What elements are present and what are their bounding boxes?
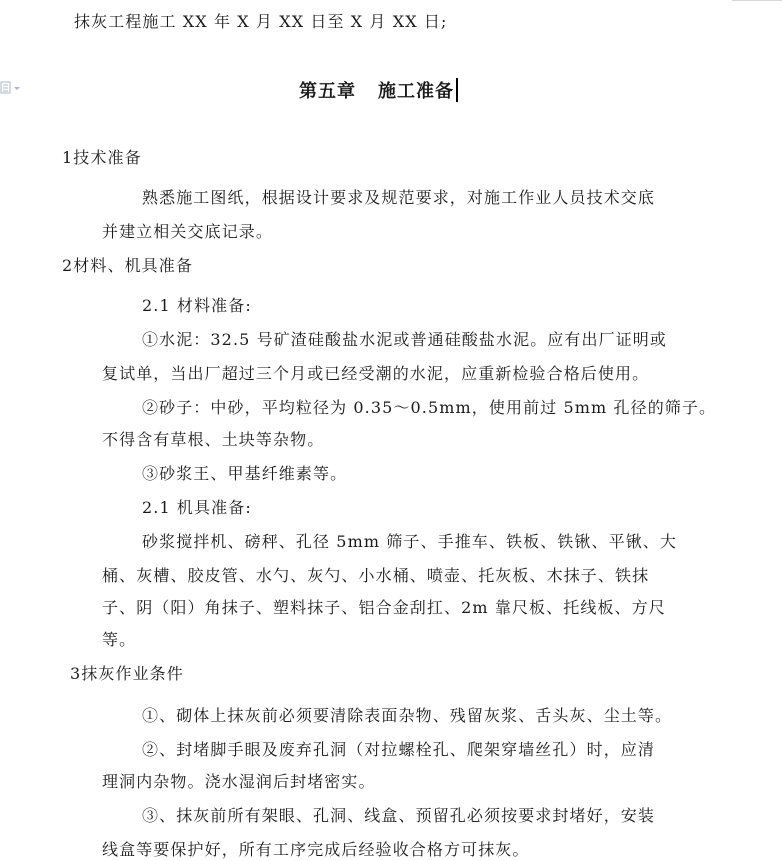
body-line: ①水泥：32.5 号矿渣硅酸盐水泥或普通硅酸盐水泥。应有出厂证明或: [142, 330, 668, 349]
body-line: 砂浆搅拌机、磅秤、孔径 5mm 筛子、手推车、铁板、铁锹、平锹、大: [142, 532, 677, 551]
page-edge: [732, 0, 782, 7]
chapter-name: 施工准备: [378, 81, 454, 102]
subsection-heading: 2.1 材料准备:: [142, 296, 252, 315]
section-heading: 2材料、机具准备: [62, 256, 193, 275]
body-line: 复试单，当出厂超过三个月或已经受潮的水泥，应重新检验合格后使用。: [102, 364, 650, 383]
section-heading: 3抹灰作业条件: [70, 664, 184, 683]
body-line: 桶、灰槽、胶皮管、水勺、灰勺、小水桶、喷壶、托灰板、木抹子、铁抹: [102, 566, 650, 585]
body-line: 不得含有草根、土块等杂物。: [102, 430, 325, 449]
body-line: 并建立相关交底记录。: [102, 222, 274, 241]
chapter-number: 第五章: [299, 81, 356, 102]
paragraph-options-icon[interactable]: [0, 80, 22, 96]
subsection-heading: 2.1 机具准备:: [142, 498, 252, 517]
body-line: ②砂子：中砂，平均粒径为 0.35～0.5mm，使用前过 5mm 孔径的筛子。: [142, 398, 717, 417]
body-line: ③、抹灰前所有架眼、孔洞、线盒、预留孔必须按要求封堵好，安装: [142, 806, 656, 825]
body-line: 熟悉施工图纸，根据设计要求及规范要求，对施工作业人员技术交底: [142, 188, 656, 207]
chapter-title[interactable]: [299, 78, 458, 104]
header-line: 抹灰工程施工 XX 年 X 月 XX 日至 X 月 XX 日;: [74, 12, 448, 31]
body-line: 子、阴（阳）角抹子、塑料抹子、铝合金刮扛、2m 靠尺板、托线板、方尺: [102, 598, 666, 617]
body-line: ③砂浆王、甲基纤维素等。: [142, 464, 348, 483]
body-line: 理洞内杂物。浇水湿润后封堵密实。: [102, 772, 376, 791]
body-line: ②、封堵脚手眼及废弃孔洞（对拉螺栓孔、爬架穿墙丝孔）时，应清: [142, 740, 656, 759]
body-line: 等。: [102, 630, 137, 649]
text-cursor: [456, 78, 458, 102]
body-line: 线盒等要保护好，所有工序完成后经验收合格方可抹灰。: [102, 840, 530, 859]
body-line: ①、砌体上抹灰前必须要清除表面杂物、残留灰浆、舌头灰、尘土等。: [142, 706, 673, 725]
section-heading: 1技术准备: [62, 148, 142, 167]
